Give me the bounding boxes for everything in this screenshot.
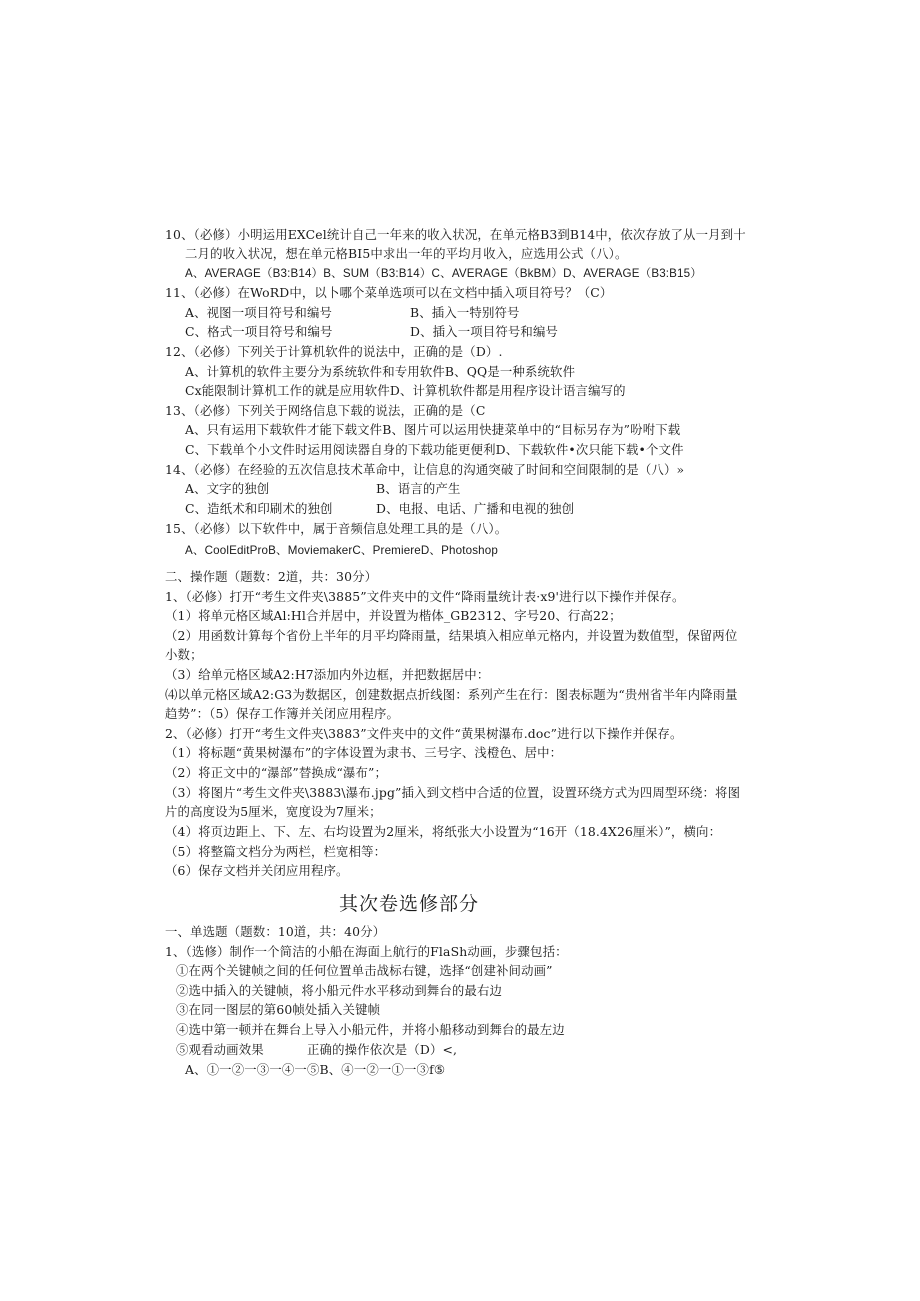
part2-q1-step2: ②选中插入的关键帧，将小船元件水平移动到舞台的最右边 [176, 983, 503, 998]
part2-q1-stem: 1、（选修）制作一个简洁的小船在海面上航行的FlaSh动画，步骤包括： [165, 944, 568, 959]
section2-q1-step2-line2: 小数； [165, 647, 203, 662]
q10-options: A、AVERAGE（B3:B14）B、SUM（B3:B14）C、AVERAGE（BkBM）D、AVERAGE（B3:B15） [185, 267, 702, 280]
part2-q1-step5: ⑤观看动画效果 [176, 1042, 264, 1057]
q11-option-a: A、视图一项目符号和编号 [185, 305, 333, 320]
section2-q2-stem: 2、（必修）打开“考生文件夹\3883”文件夹中的文件“黄果树瀑布.doc”进行以下操作并保存。 [165, 726, 683, 741]
q14-option-a: A、文字的独创 [185, 481, 270, 496]
q12-stem: 12、（必修）下列关于计算机软件的说法中，正确的是（D）. [165, 344, 503, 359]
part2-title: 其次卷选修部分 [339, 893, 480, 915]
section2-q1-step3: （3）给单元格区域A2:H7添加内外边框，并把数据居中： [165, 667, 490, 682]
q13-options-cd: C、下载单个小文件时运用阅读器自身的下载功能更便利D、下载软件•次只能下载•个文件 [185, 442, 684, 457]
section2-q1-step4-line2: 趋势”：（5）保存工作簿并关闭应用程序。 [165, 706, 400, 721]
q12-options-ab: A、计算机的软件主要分为系统软件和专用软件B、QQ是一种系统软件 [185, 364, 576, 379]
q14-option-c: C、造纸术和印刷术的独创 [185, 501, 333, 516]
q10-stem-line2: 二月的收入状况，想在单元格BI5中求出一年的平均月收入，应选用公式（八）。 [185, 246, 628, 261]
section2-q1-step4-line1: ⑷以单元格区域A2:G3为数据区，创建数据点折线图：系列产生在行：图表标题为“贵州省半年内降雨量 [165, 687, 738, 702]
part2-q1-step1: ①在两个关键帧之间的任何位置单击战标右键，选择“创建补间动画” [176, 963, 553, 978]
q14-option-b: B、语言的产生 [376, 481, 461, 496]
q14-stem: 14、（必修）在经验的五次信息技术革命中，让信息的沟通突破了时间和空间限制的是（八）» [165, 462, 685, 477]
q11-stem: 11、（必修）在WoRD中，以卜哪个菜单选项可以在文档中插入项目符号？（C） [165, 285, 613, 300]
section2-q1-step1: （1）将单元格区域Al:Hl合并居中，并设置为楷体_GB2312、字号20、行高22； [165, 608, 622, 623]
section2-q1-stem: 1、（必修）打开“考生文件夹\3885”文件夹中的文件“降雨量统计表·x9'进行以下操作并保存。 [165, 589, 685, 604]
q14-option-d: D、电报、电话、广播和电视的独创 [376, 501, 575, 516]
q11-option-c: C、格式一项目符号和编号 [185, 324, 333, 339]
section2-heading: 二、操作题（题数：2道，共：30分） [165, 569, 378, 584]
q13-stem: 13、（必修）下列关于网络信息下载的说法，正确的是（C [165, 403, 486, 418]
part2-q1-step4: ④选中第一顿并在舞台上导入小船元件，并将小船移动到舞台的最左边 [176, 1022, 565, 1037]
q11-option-b: B、插入一特别符号 [410, 305, 520, 320]
part2-q1-step3: ③在同一图层的第60帧处插入关键帧 [176, 1002, 381, 1017]
section2-q2-step6: （6）保存文档并关闭应用程序。 [165, 863, 349, 878]
section2-q1-step2-line1: （2）用函数计算每个省份上半年的月平均降雨量，结果填入相应单元格内，并设置为数值型，保留两位 [165, 628, 738, 643]
q13-options-ab: A、只有运用下载软件才能下载文件B、图片可以运用快捷菜单中的“目标另存为”吩咐下载 [185, 422, 681, 437]
section2-q2-step5: （5）将整篇文档分为两栏，栏宽相等： [165, 844, 387, 859]
section2-q2-step3-line1: （3）将图片“考生文件夹\3883\瀑布.jpg”插入到文档中合适的位置，设置环绕方式为四周型环绕：将图 [165, 785, 741, 800]
section2-q2-step2: （2）将正文中的“瀑部”替换成“瀑布”； [165, 765, 388, 780]
q15-stem: 15、（必修）以下软件中，属于音频信息处理工具的是（八）。 [165, 521, 508, 536]
section2-q2-step4: （4）将页边距上、下、左、右均设置为2厘米，将纸张大小设置为“16开（18.4X26厘米）”，横向： [165, 824, 722, 839]
part2-q1-order: 正确的操作依次是（D）<, [307, 1042, 458, 1057]
section2-q2-step1: （1）将标题“黄果树瀑布”的字体设置为隶书、三号字、浅橙色、居中： [165, 745, 563, 760]
q11-option-d: D、插入一项目符号和编号 [410, 324, 559, 339]
part2-heading: 一、单选题（题数：10道，共：40分） [165, 924, 386, 939]
q15-options: A、CoolEditProB、MoviemakerC、PremiereD、Photoshop [185, 544, 498, 557]
section2-q2-step3-line2: 片的高度设为5厘米，宽度设为7厘米； [165, 804, 382, 819]
q10-stem-line1: 10、（必修）小明运用EXCel统计自己一年来的收入状况，在单元格B3到B14中，依次存放了从一月到十 [165, 227, 746, 242]
part2-q1-options: A、①一②一③一④一⑤B、④一②一①一③f⑤ [185, 1062, 446, 1077]
q12-options-cd: Cx能限制计算机工作的就是应用软件D、计算机软件都是用程序设计语言编写的 [185, 383, 626, 398]
